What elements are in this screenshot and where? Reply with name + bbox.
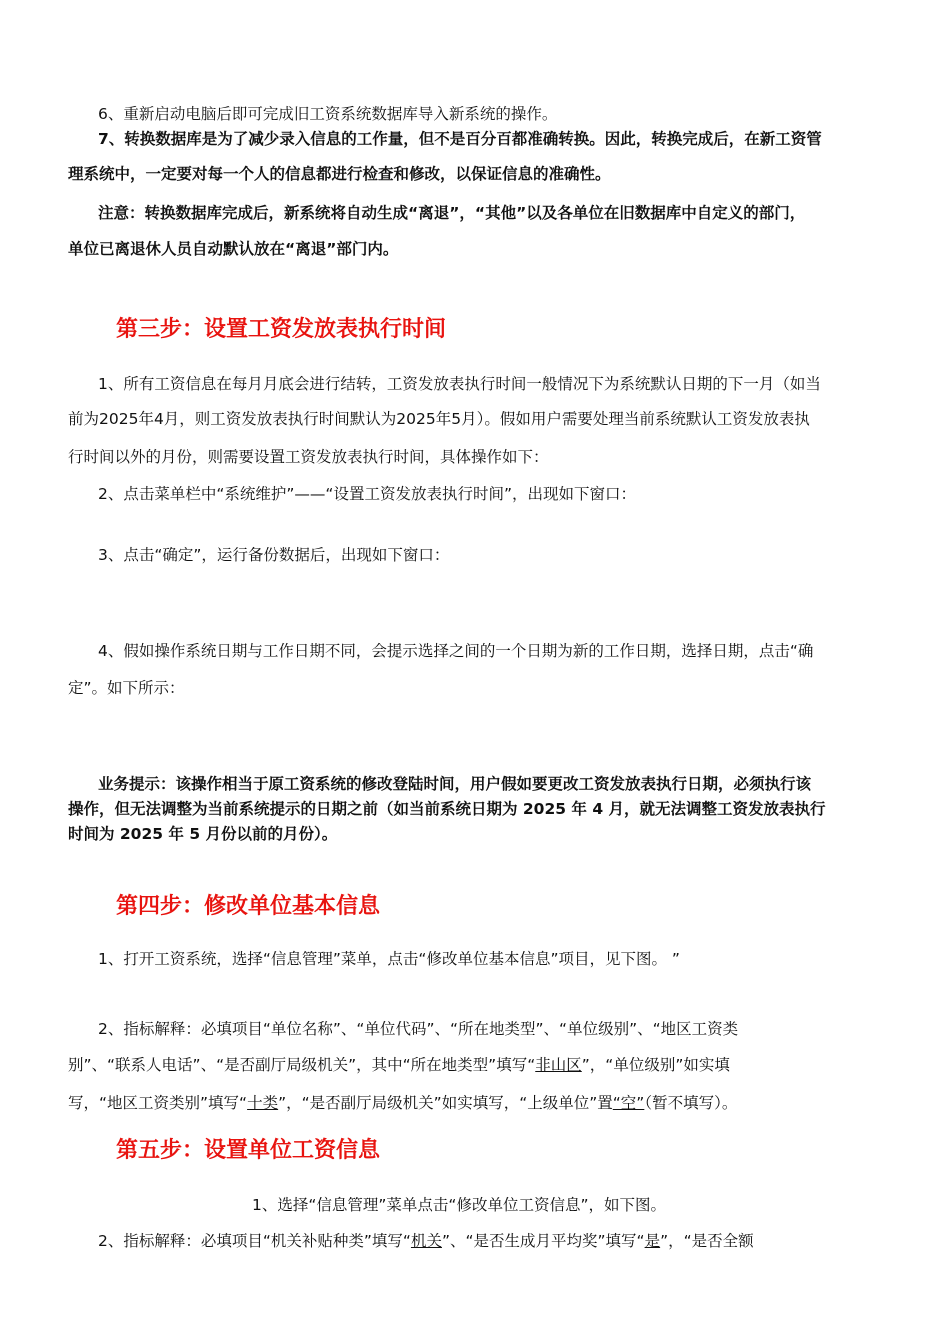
value-yes: 是 (644, 1232, 661, 1250)
business-tip-line2: 操作，但无法调整为当前系统提示的日期之前（如当前系统日期为 2025 年 4 月，就无法调整工资发放表执行 (68, 800, 826, 818)
step3-p2: 2、点击菜单栏中“系统维护”——“设置工资发放表执行时间”，出现如下窗口： (98, 485, 636, 503)
note-line2: 单位已离退休人员自动默认放在“离退”部门内。 (68, 240, 399, 258)
step4-p2-line1: 2、指标解释：必填项目“单位名称”、“单位代码”、“所在地类型”、“单位级别”、“地区工资类 (98, 1020, 739, 1038)
step3-p3: 3、点击“确定”，运行备份数据后，出现如下窗口： (98, 546, 450, 564)
note-line1: 注意：转换数据库完成后，新系统将自动生成“离退”，“其他”以及各单位在旧数据库中自定义的部门， (98, 204, 806, 222)
business-tip-line1: 业务提示：该操作相当于原工资系统的修改登陆时间，用户假如要更改工资发放表执行日期，必须执行该 (98, 775, 812, 793)
step4-p2-line2 (68, 1055, 730, 1075)
paragraph-step6: 6、重新启动电脑后即可完成旧工资系统数据库导入新系统的操作。 (98, 105, 558, 123)
step4-heading: 第四步：修改单位基本信息 (116, 894, 381, 919)
value-non-mountain: 非山区 (535, 1056, 582, 1074)
step5-p2-text-a: 2、指标解释：必填项目“机关补贴种类”填写“ (98, 1232, 411, 1250)
step4-p1: 1、打开工资系统，选择“信息管理”菜单，点击“修改单位基本信息”项目，见下图。 ” (98, 950, 680, 968)
step5-p1: 1、选择“信息管理”菜单点击“修改单位工资信息”，如下图。 (252, 1196, 666, 1214)
step3-p4-line1: 4、假如操作系统日期与工作日期不同，会提示选择之间的一个日期为新的工作日期，选择日期，点击“确 (98, 642, 814, 660)
step5-p2-text-b: ”、“是否生成月平均奖”填写“ (441, 1232, 645, 1250)
step3-heading: 第三步：设置工资发放表执行时间 (116, 317, 447, 342)
step3-p1-line1: 1、所有工资信息在每月月底会进行结转，工资发放表执行时间一般情况下为系统默认日期的下一月（如当 (98, 375, 821, 393)
step5-p2-text-c: ”，“是否全额 (660, 1232, 754, 1250)
value-empty: “空” (612, 1094, 645, 1112)
step4-p2-line3-text-c: （暂不填写）。 (644, 1094, 738, 1112)
step3-p1-line2: 前为2025年4月，则工资发放表执行时间默认为2025年5月）。假如用户需要处理当前系统默认工资发放表执 (68, 410, 810, 428)
step4-p2-line3 (68, 1093, 737, 1113)
paragraph-step7-line2: 理系统中，一定要对每一个人的信息都进行检查和修改，以保证信息的准确性。 (68, 165, 611, 183)
step4-p2-line2-text-b: ”，“单位级别”如实填 (581, 1056, 730, 1074)
value-tenth-class: 十类 (247, 1094, 279, 1112)
step3-p4-line2: 定”。如下所示： (68, 679, 185, 697)
step4-p2-line3-text-a: 写，“地区工资类别”填写“ (68, 1094, 248, 1112)
paragraph-step7-line1: 7、转换数据库是为了减少录入信息的工作量，但不是百分百都准确转换。因此，转换完成后，在新工资管 (98, 130, 822, 148)
value-agency: 机关 (410, 1232, 442, 1250)
business-tip-line3: 时间为 2025 年 5 月份以前的月份）。 (68, 825, 338, 843)
step4-p2-line2-text-a: 别”、“联系人电话”、“是否副厅局级机关”，其中“所在地类型”填写“ (68, 1056, 536, 1074)
step4-p2-line3-text-b: ”，“是否副厅局级机关”如实填写，“上级单位”置 (278, 1094, 613, 1112)
step5-heading: 第五步：设置单位工资信息 (116, 1138, 381, 1163)
step3-p1-line3: 行时间以外的月份，则需要设置工资发放表执行时间，具体操作如下： (68, 448, 549, 466)
step5-p2 (98, 1231, 754, 1251)
